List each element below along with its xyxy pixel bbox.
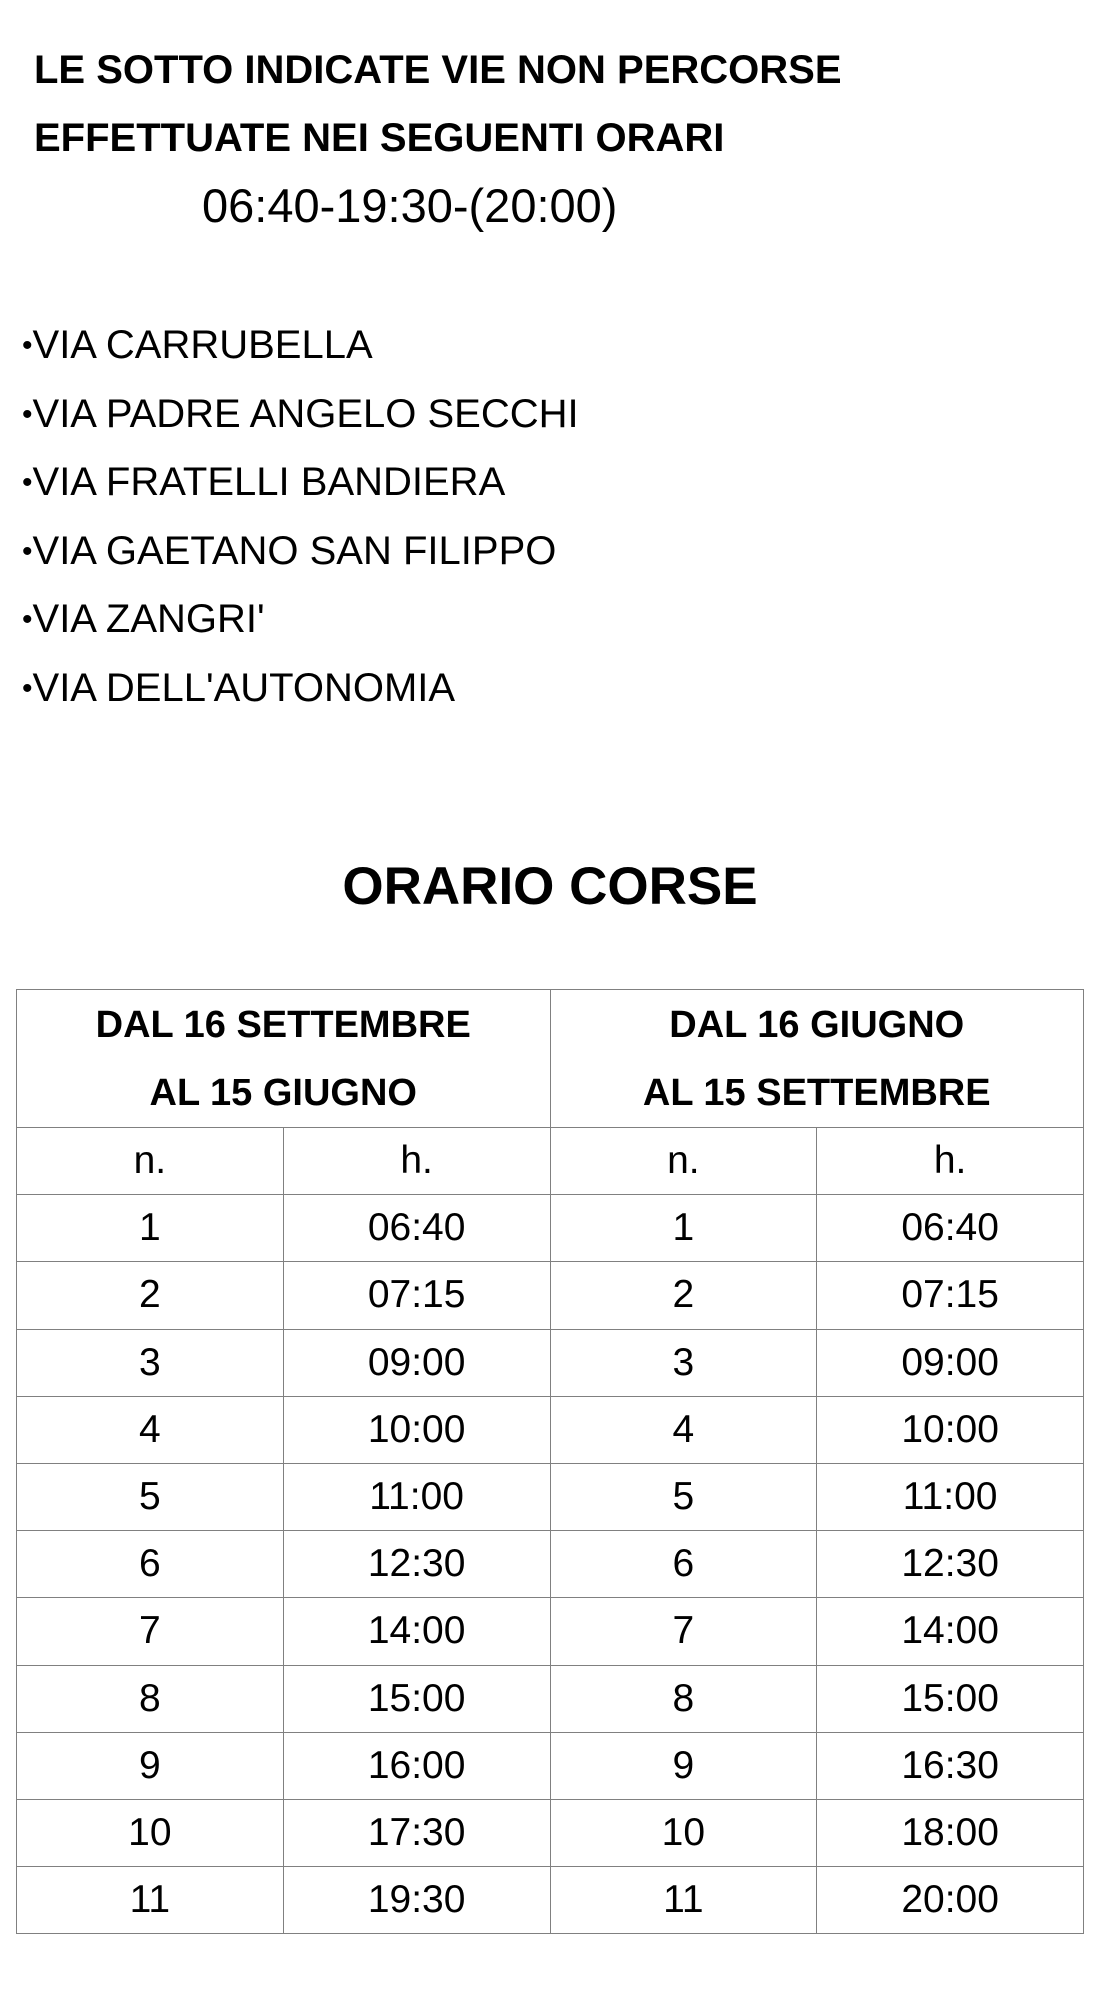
notice-heading-line-2: EFFETTUATE NEI SEGUENTI ORARI xyxy=(34,116,725,160)
run-number: 8 xyxy=(550,1665,817,1732)
street-item xyxy=(22,321,579,390)
run-number: 1 xyxy=(550,1195,817,1262)
run-number: 6 xyxy=(550,1531,817,1598)
street-name: VIA PADRE ANGELO SECCHI xyxy=(32,391,579,436)
street-item xyxy=(22,458,579,527)
run-number: 5 xyxy=(550,1463,817,1530)
street-item xyxy=(22,664,579,733)
table-row xyxy=(17,1195,1084,1262)
period-header-row xyxy=(17,990,1084,1128)
table-row xyxy=(17,1665,1084,1732)
run-number: 7 xyxy=(17,1598,284,1665)
run-number: 9 xyxy=(17,1732,284,1799)
schedule-table xyxy=(16,989,1084,1934)
run-time: 09:00 xyxy=(817,1329,1084,1396)
run-time: 17:30 xyxy=(283,1799,550,1866)
run-number: 6 xyxy=(17,1531,284,1598)
run-number: 10 xyxy=(17,1799,284,1866)
run-number: 7 xyxy=(550,1598,817,1665)
run-number: 8 xyxy=(17,1665,284,1732)
table-row xyxy=(17,1867,1084,1934)
run-number: 2 xyxy=(17,1262,284,1329)
run-time: 10:00 xyxy=(283,1396,550,1463)
bullet-icon: • xyxy=(22,466,33,499)
bullet-icon: • xyxy=(22,329,33,362)
schedule-title: ORARIO CORSE xyxy=(342,857,758,916)
bullet-icon: • xyxy=(22,534,33,568)
table-row xyxy=(17,1598,1084,1665)
bullet-icon: • xyxy=(22,397,33,431)
run-number: 3 xyxy=(550,1329,817,1396)
run-time: 16:30 xyxy=(817,1732,1084,1799)
run-number: 11 xyxy=(550,1867,817,1934)
street-name: VIA FRATELLI BANDIERA xyxy=(32,460,506,504)
table-row xyxy=(17,1262,1084,1329)
run-number: 1 xyxy=(17,1195,284,1262)
column-header-hour: h. xyxy=(817,1128,1084,1195)
table-row xyxy=(17,1732,1084,1799)
column-header-number: n. xyxy=(17,1128,284,1195)
run-time: 11:00 xyxy=(283,1463,550,1530)
column-header-number: n. xyxy=(550,1128,817,1195)
run-time: 07:15 xyxy=(283,1262,550,1329)
run-number: 4 xyxy=(17,1396,284,1463)
run-number: 10 xyxy=(550,1799,817,1866)
run-time: 12:30 xyxy=(817,1531,1084,1598)
run-number: 4 xyxy=(550,1396,817,1463)
table-row xyxy=(17,1463,1084,1530)
table-row xyxy=(17,1799,1084,1866)
run-time: 14:00 xyxy=(283,1598,550,1665)
run-time: 15:00 xyxy=(817,1665,1084,1732)
run-time: 19:30 xyxy=(283,1867,550,1934)
street-item xyxy=(22,595,579,664)
period-winter-to: AL 15 GIUGNO xyxy=(149,1071,417,1114)
run-time: 16:00 xyxy=(283,1732,550,1799)
column-header-hour: h. xyxy=(283,1128,550,1195)
run-number: 5 xyxy=(17,1463,284,1530)
period-winter-header xyxy=(17,990,551,1128)
run-time: 18:00 xyxy=(817,1799,1084,1866)
street-name: VIA GAETANO SAN FILIPPO xyxy=(32,528,557,573)
period-summer-to: AL 15 SETTEMBRE xyxy=(642,1071,991,1114)
run-time: 06:40 xyxy=(817,1195,1084,1262)
run-time: 09:00 xyxy=(283,1329,550,1396)
run-time: 06:40 xyxy=(283,1195,550,1262)
street-name: VIA CARRUBELLA xyxy=(32,323,373,367)
table-row xyxy=(17,1329,1084,1396)
column-header-row xyxy=(17,1128,1084,1195)
period-winter-from: DAL 16 SETTEMBRE xyxy=(95,1003,471,1046)
run-time: 15:00 xyxy=(283,1665,550,1732)
run-number: 2 xyxy=(550,1262,817,1329)
run-time: 14:00 xyxy=(817,1598,1084,1665)
street-item xyxy=(22,390,579,459)
bullet-icon: • xyxy=(22,603,33,636)
period-summer-from: DAL 16 GIUGNO xyxy=(669,1003,965,1046)
table-row xyxy=(17,1396,1084,1463)
table-row xyxy=(17,1531,1084,1598)
period-summer-header xyxy=(550,990,1084,1128)
street-name: VIA ZANGRI' xyxy=(32,597,265,641)
street-list xyxy=(22,321,579,732)
run-time: 12:30 xyxy=(283,1531,550,1598)
run-time: 07:15 xyxy=(817,1262,1084,1329)
run-number: 11 xyxy=(17,1867,284,1934)
run-time: 11:00 xyxy=(817,1463,1084,1530)
notice-heading-line-1: LE SOTTO INDICATE VIE NON PERCORSE xyxy=(34,48,842,92)
street-name: VIA DELL'AUTONOMIA xyxy=(32,665,456,710)
run-number: 3 xyxy=(17,1329,284,1396)
notice-hours: 06:40-19:30-(20:00) xyxy=(202,179,618,232)
bullet-icon: • xyxy=(22,671,33,705)
run-time: 20:00 xyxy=(817,1867,1084,1934)
street-item xyxy=(22,527,579,596)
run-number: 9 xyxy=(550,1732,817,1799)
run-time: 10:00 xyxy=(817,1396,1084,1463)
